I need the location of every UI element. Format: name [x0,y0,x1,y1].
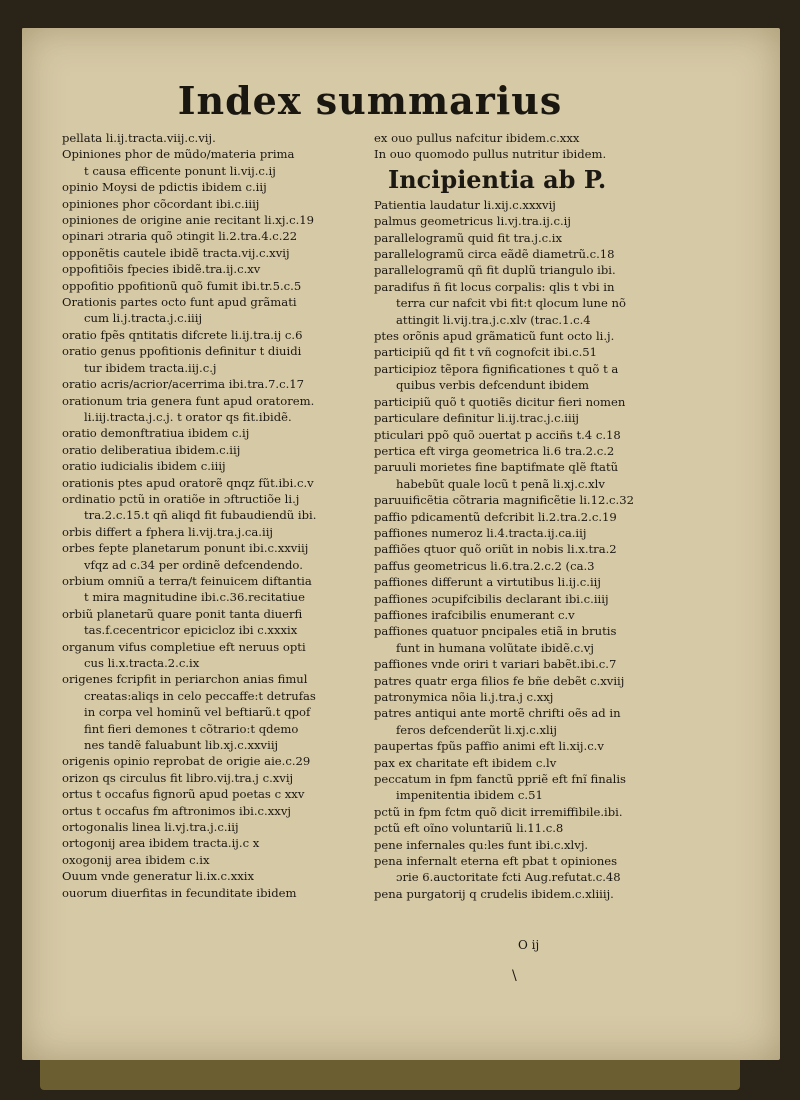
index-entry: pene infernales qu:les funt ibi.c.xlvj. [374,837,589,852]
index-entry: opinari ɔtraria quõ ɔtingit li.2.tra.4.c.22 [62,229,298,244]
index-entry: ortus t occafus fm aftronimos ibi.c.xxvj [62,803,291,818]
index-entry: orbes fepte planetarum ponunt ibi.c.xxviij [62,541,309,556]
index-entry: orbis differt a fphera li.vij.tra.j.ca.iij [62,524,273,539]
index-entry: palmus geometricus li.vj.tra.ij.c.ij [374,214,571,229]
index-entry: organum vifus completiue eft neruus opti [62,639,306,654]
index-entry: paffiones ɔcupifcibilis declarant ibi.c.iiij [374,591,609,606]
index-entry: paffiones differunt a virtutibus li.ij.c.iij [374,575,601,590]
index-entry: parallelogramũ quid fit tra.j.c.ix [374,230,563,245]
index-entry: li.iij.tracta.j.c.j. t orator qs fit.ibidẽ. [84,409,292,424]
index-entry: Ouum vnde generatur li.ix.c.xxix [62,869,255,884]
index-entry: oratio acris/acrior/acerrima ibi.tra.7.c.17 [62,377,305,392]
index-entry: paffiones vnde oriri t variari babẽt.ibi.c.7 [374,657,617,672]
index-entry: orbium omniũ a terra/t feinuicem diftantia [62,573,312,588]
index-entry: habebũt quale locũ t penã li.xj.c.xlv [396,476,605,491]
index-entry: oratio iudicialis ibidem c.iiij [62,459,226,474]
index-entry: fint fieri demones t cõtrario:t qdemo [84,721,299,736]
index-entry: tur ibidem tracta.iij.c.j [84,360,217,375]
index-entry: tas.f.cecentricor epicicloz ibi c.xxxix [84,623,298,638]
index-entry: orationum tria genera funt apud oratorem. [62,393,315,408]
index-entry: pctũ eft oĩno voluntariũ li.11.c.8 [374,821,564,836]
right-column-entries [374,197,734,902]
index-entry: paffus geometricus li.6.tra.2.c.2 (ca.3 [374,558,595,573]
index-entry: t mira magnitudine ibi.c.36.recitatiue [84,590,305,605]
index-entry: oppofitio ppofitionũ quõ fumit ibi.tr.5.c.5 [62,278,302,293]
index-entry: creatas:aliqs in celo peccaffe:t detrufas [84,688,316,703]
index-entry: paruuli morietes fine baptifmate qlẽ ftatũ [374,460,619,475]
index-entry: paruuificẽtia cõtraria magnificẽtie li.12.c.32 [374,493,634,508]
index-entry: pertica eft virga geometrica li.6 tra.2.c.2 [374,443,615,458]
index-entry: oratio demonftratiua ibidem c.ij [62,426,250,441]
section-heading: Incipientia ab P. [388,164,607,194]
index-entry: patres quatr erga filios fe bñe debẽt c.xviij [374,673,625,688]
left-column [62,130,362,901]
index-entry: pena purgatorij q crudelis ibidem.c.xliiij. [374,886,614,901]
index-entry: feros defcenderũt li.xj.c.xlij [396,722,557,737]
index-entry: pellata li.ij.tracta.viij.c.vij. [62,131,216,145]
index-entry: paffiones numeroz li.4.tracta.ij.ca.iij [374,525,587,540]
index-entry: paradifus ñ fit locus corpalis: qlis t vbi in [374,279,615,294]
index-entry: pticulari ppõ quõ ɔuertat p acciñs t.4 c.18 [374,427,621,442]
index-entry: opinio Moysi de pdictis ibidem c.iij [62,180,267,195]
index-entry: attingit li.vij.tra.j.c.xlv (trac.1.c.4 [396,312,591,327]
index-entry: peccatum in fpm fanctũ ppriẽ eft fnĩ finalis [374,772,626,787]
index-entry: origenis opinio reprobat de origie aie.c.29 [62,754,311,769]
index-entry: paffiones irafcibilis enumerant c.v [374,607,575,622]
index-entry: particulare definitur li.ij.trac.j.c.iiij [374,411,580,426]
index-entry: pena infernalt eterna eft pbat t opiniones [374,854,618,869]
index-entry: nes tandẽ faluabunt lib.xj.c.xxviij [84,738,279,753]
index-entry: paupertas fpũs paffio animi eft li.xij.c.v [374,739,604,754]
index-entry: tra.2.c.15.t qñ aliqd fit fubaudiendũ ibi. [84,508,317,523]
index-entry: parallelogramũ circa eãdẽ diametrũ.c.18 [374,247,615,262]
index-entry: oratio fpẽs qntitatis difcrete li.ij.tra.ij c.6 [62,327,303,342]
index-entry: patres antiqui ante mortẽ chrifti oẽs ad in [374,706,621,721]
index-entry: in corpa vel hominũ vel beftiarũ.t qpof [84,705,311,720]
index-entry: oxogonij area ibidem c.ix [62,852,210,867]
index-entry: ptes orõnis apud grãmaticũ funt octo li.j. [374,329,615,344]
index-entry: participioz tẽpora fignificationes t quõ t a [374,361,619,376]
index-entry: cum li.j.tracta.j.c.iiij [84,311,203,326]
index-entry: oppofitiõis fpecies ibidẽ.tra.ij.c.xv [62,262,261,277]
index-entry: opponẽtis cautele ibidẽ tracta.vij.c.xvij [62,245,290,260]
index-entry: orationis ptes apud oratorẽ qnqz fũt.ibi.c.v [62,475,314,490]
index-entry: Orationis partes octo funt apud grãmati [62,295,297,310]
page-title: Index summarius [177,78,563,123]
index-entry: participiũ qd fit t vñ cognofcit ibi.c.51 [374,345,598,360]
stray-mark: \ [512,968,517,984]
right-column [374,130,734,902]
index-entry: impenitentia ibidem c.51 [396,788,543,803]
index-entry: Patientia laudatur li.xij.c.xxxvij [374,197,556,212]
right-column-continued-entries [374,130,734,163]
index-entry: In ouo quomodo pullus nutritur ibidem. [374,147,607,162]
index-entry: paffiões qtuor quõ oriũt in nobis li.x.tra.2 [374,542,617,557]
index-entry: ortogonalis linea li.vj.tra.j.c.iij [62,820,239,835]
index-entry: oratio genus ppofitionis definitur t diuidi [62,344,302,359]
index-entry: pctũ in fpm fctm quõ dicit irremiffibile.ibi. [374,804,623,819]
index-entry: vfqz ad c.34 per ordinẽ defcendendo. [84,557,303,572]
index-entry: ordinatio pctũ in oratiõe in ɔftructiõe li.j [62,491,300,506]
index-entry: ortus t occafus fignorũ apud poetas c xxv [62,787,305,802]
index-entry: t causa efficente ponunt li.vij.c.ij [84,163,276,178]
index-entry: orbiũ planetarũ quare ponit tanta diuerfi [62,606,303,621]
index-entry: patronymica nõia li.j.tra.j c.xxj [374,690,554,704]
index-entry: funt in humana volũtate ibidẽ.c.vj [396,640,594,655]
index-entry: paffio pdicamentũ defcribit li.2.tra.2.c.19 [374,509,617,524]
index-entry: terra cur nafcit vbi fit:t qlocum lune nõ [396,296,626,311]
index-entry: pax ex charitate eft ibidem c.lv [374,755,557,770]
signature-mark: O ij [518,938,540,952]
index-entry: opiniones de origine anie recitant li.xj.c.19 [62,213,315,228]
index-entry: cus li.x.tracta.2.c.ix [84,656,200,670]
index-entry: opiniones phor cõcordant ibi.c.iiij [62,196,260,211]
index-entry: paffiones quatuor pncipales etiã in brutis [374,624,617,639]
index-entry: origenes fcripfit in periarchon anias fimul [62,672,308,687]
index-entry: oratio deliberatiua ibidem.c.iij [62,442,241,457]
index-entry: quibus verbis defcendunt ibidem [396,378,590,393]
index-entry: ɔrie 6.auctoritate fcti Aug.refutat.c.48 [396,870,621,885]
index-entry: ouorum diuerfitas in fecunditate ibidem [62,885,297,900]
index-entry: Opiniones phor de mũdo/materia prima [62,147,295,162]
index-entry: orizon qs circulus fit libro.vij.tra.j c.xvij [62,770,294,785]
index-entry: ex ouo pullus nafcitur ibidem.c.xxx [374,131,580,145]
index-entry: participiũ quõ t quotiẽs dicitur fieri nomen [374,394,626,409]
index-entry: ortogonij area ibidem tracta.ij.c x [62,836,260,851]
index-entry: parallelogramũ qñ fit duplũ triangulo ibi. [374,263,616,278]
